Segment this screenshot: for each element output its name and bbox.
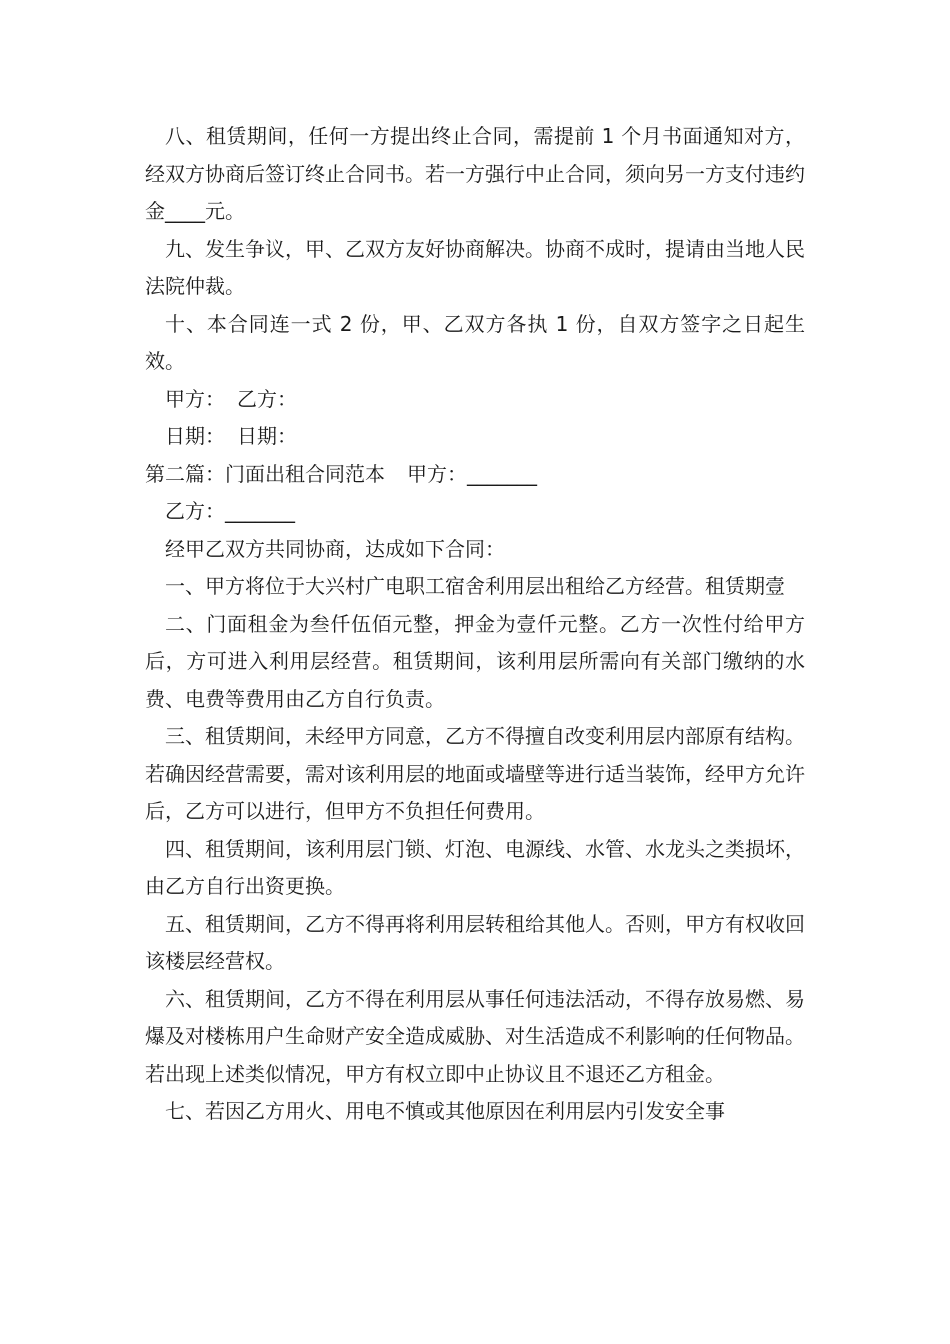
section-2-heading-line — [145, 456, 805, 494]
clause-7-safety: 七、若因乙方用火、用电不慎或其他原因在利用层内引发安全事 — [165, 1099, 725, 1123]
section-2-party-b: 乙方：_______ — [165, 499, 295, 523]
signature-parties-line — [145, 381, 805, 419]
party-a-label: 甲方： — [165, 386, 225, 411]
clause-10-copies: 十、本合同连一式 2 份，甲、乙双方各执 1 份，自双方签字之日起生效。 — [145, 311, 805, 373]
section-2-title: 第二篇：门面出租合同范本 — [145, 461, 385, 486]
clause-5-sublet: 五、租赁期间，乙方不得再将利用层转租给其他人。否则，甲方有权收回该楼层经营权。 — [145, 911, 805, 973]
clause-8-termination: 八、租赁期间，任何一方提出终止合同，需提前 1 个月书面通知对方，经双方协商后签订终止合同书。若一方强行中止合同，须向另一方支付违约金____元。 — [145, 124, 805, 223]
clause-1-premises: 一、甲方将位于大兴村广电职工宿舍利用层出租给乙方经营。租赁期壹 — [165, 574, 785, 598]
section-2-intro: 经甲乙双方共同协商，达成如下合同： — [165, 536, 505, 561]
party-b-label: 乙方： — [237, 386, 297, 411]
clause-6-illegal-activity: 六、租赁期间，乙方不得在利用层从事任何违法活动，不得存放易燃、易爆及对楼栋用户生命财产安全造成威胁、对生活造成不利影响的任何物品。若出现上述类似情况，甲方有权立即中止协议且不退还乙方租金。 — [145, 986, 805, 1086]
signature-dates-line — [145, 418, 805, 456]
date-a-label: 日期： — [165, 424, 225, 448]
clause-3-structure: 三、租赁期间，未经甲方同意，乙方不得擅自改变利用层内部原有结构。若确因经营需要，需对该利用层的地面或墙壁等进行适当装饰，经甲方允许后，乙方可以进行，但甲方不负担任何费用。 — [145, 724, 805, 823]
date-b-label: 日期： — [237, 424, 297, 448]
section-2-party-a: 甲方：_______ — [407, 461, 537, 486]
clause-4-repairs: 四、租赁期间，该利用层门锁、灯泡、电源线、水管、水龙头之类损坏，由乙方自行出资更换。 — [145, 836, 805, 898]
document-body — [145, 118, 805, 1131]
clause-9-dispute: 九、发生争议，甲、乙双方友好协商解决。协商不成时，提请由当地人民法院仲裁。 — [145, 236, 805, 298]
clause-2-rent: 二、门面租金为叁仟伍佰元整，押金为壹仟元整。乙方一次性付给甲方后，方可进入利用层经营。租赁期间，该利用层所需向有关部门缴纳的水费、电费等费用由乙方自行负责。 — [145, 611, 805, 711]
